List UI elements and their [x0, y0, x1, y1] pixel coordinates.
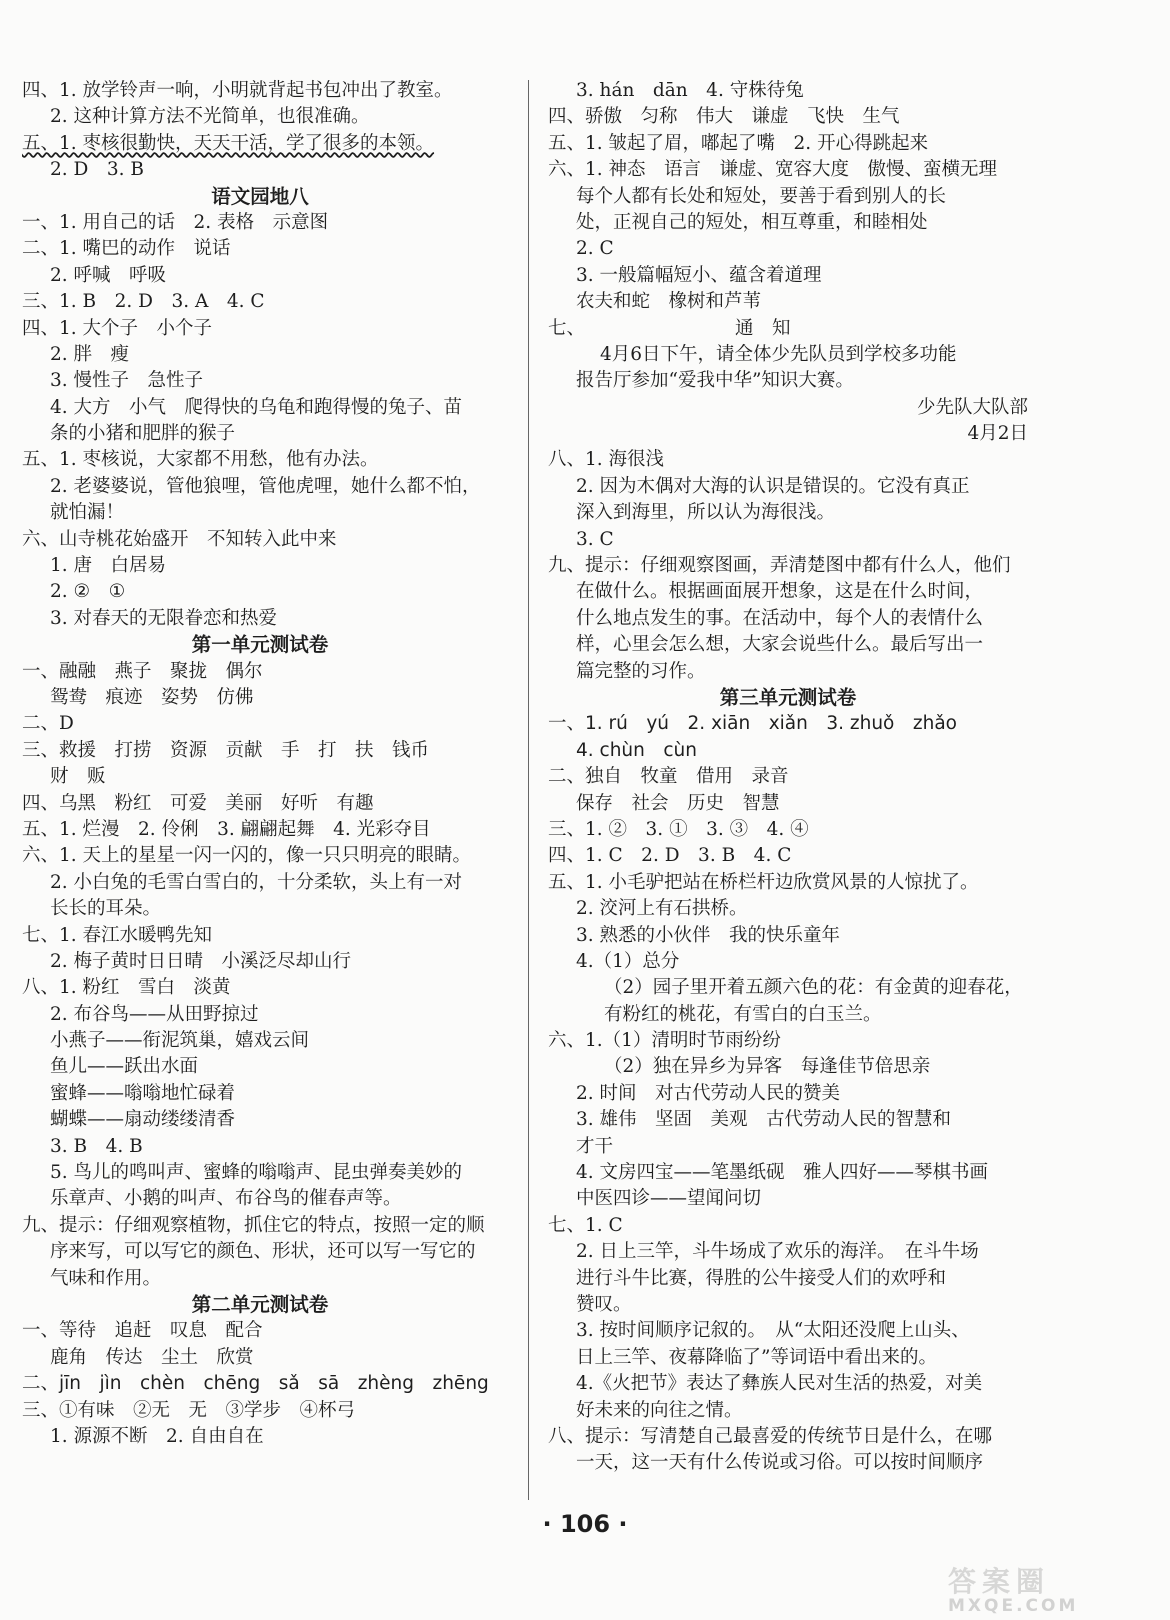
answer-text: 每个人都有长处和短处，要善于看到别人的长 [576, 185, 947, 207]
watermark-top-text: 答案圈 [948, 1565, 1051, 1598]
answer-line [548, 1186, 1028, 1212]
answer-text: 四、1. C 2. D 3. B 4. C [548, 845, 792, 867]
answer-text: 四、1. 放学铃声一响，小明就背起书包冲出了教室。 [22, 80, 453, 101]
answer-line [548, 368, 1028, 394]
answer-line [548, 157, 1028, 183]
watermark-logo [948, 1560, 1158, 1616]
answer-text: 一天，这一天有什么传说或习俗。可以按时间顺序 [576, 1452, 984, 1474]
answer-text: 七、1. C [548, 1214, 623, 1236]
answer-line [548, 817, 1028, 843]
answer-line [548, 791, 1028, 817]
answer-line [22, 1371, 498, 1397]
answer-line [22, 659, 498, 685]
answer-text: 三、①有味 ②无 无 ③学步 ④杯弓 [22, 1399, 356, 1421]
answer-line [22, 764, 498, 790]
answer-line [548, 1345, 1028, 1371]
watermark-bottom-text: MXQE.COM [948, 1596, 1079, 1616]
answer-text: 蜜蜂——嗡嗡地忙碌着 [50, 1082, 236, 1104]
answer-text: 什么地点发生的事。在活动中，每个人的表情什么 [576, 607, 984, 629]
answer-text: 2. 这种计算方法不光简单，也很准确。 [50, 106, 370, 128]
answer-line [22, 711, 498, 737]
answer-line [22, 975, 498, 1001]
answer-line [548, 1107, 1028, 1133]
answer-text: 长长的耳朵。 [50, 898, 162, 920]
page-number: · 106 · [542, 1510, 628, 1538]
answer-text: 2. C [576, 238, 614, 260]
answer-line [22, 316, 498, 342]
answer-text: 三、救援 打捞 资源 贡献 手 打 扶 钱币 [22, 739, 430, 761]
answer-text: 2. 日上三竿，斗牛场成了欢乐的海洋。 在斗牛场 [576, 1241, 979, 1263]
answer-text: 4. chùn cùn [576, 739, 697, 761]
answer-text: 样，心里会怎么想，大家会说些什么。最后写出一 [576, 634, 984, 656]
answer-line [548, 1213, 1028, 1239]
answer-line [548, 1266, 1028, 1292]
answer-line [548, 527, 1028, 553]
answer-text: 六、1. 神态 语言 谦虚、宽容大度 傲慢、蛮横无理 [548, 159, 998, 181]
answer-text: 五、1. 烂漫 2. 伶俐 3. 翩翩起舞 4. 光彩夺目 [22, 818, 431, 840]
answer-line [22, 263, 498, 289]
answer-text: 2. 布谷鸟——从田野掠过 [50, 1003, 259, 1025]
answer-line [22, 131, 498, 157]
answer-text: 一、等待 追赶 叹息 配合 [22, 1320, 263, 1342]
answer-text: （2）园子里开着五颜六色的花：有金黄的迎春花， [604, 977, 1023, 999]
answer-text: 深入到海里，所以认为海很浅。 [576, 502, 836, 524]
answer-line [22, 289, 498, 315]
answer-text: 就怕漏！ [50, 502, 125, 524]
answer-line [548, 474, 1028, 500]
answer-text: 序来写，可以写它的颜色、形状，还可以写一写它的 [50, 1241, 476, 1263]
answer-text: 二、D [22, 713, 74, 735]
answer-line [22, 236, 498, 262]
answer-line [548, 1239, 1028, 1265]
answer-line [548, 1318, 1028, 1344]
answer-text: 进行斗牛比赛，得胜的公牛接受人们的欢呼和 [576, 1267, 947, 1289]
answer-line [22, 1318, 498, 1344]
answer-text: 4月2日 [967, 423, 1065, 445]
answer-line [22, 1186, 498, 1212]
answer-text: 八、提示：写清楚自己最喜爱的传统节日是什么，在哪 [548, 1425, 993, 1447]
answer-line [548, 923, 1028, 949]
answer-line [22, 500, 498, 526]
answer-text: 二、1. 嘴巴的动作 说话 [22, 238, 231, 260]
answer-text: 二、独自 牧童 借用 录音 [548, 766, 789, 788]
answer-text: 2. ② ① [50, 581, 126, 603]
answer-line [548, 711, 1028, 737]
answer-text: 中医四诊——望闻问切 [576, 1188, 762, 1210]
answer-line [548, 289, 1028, 315]
answer-text: 三、1. B 2. D 3. A 4. C [22, 291, 265, 313]
answer-line [22, 896, 498, 922]
answer-text: 篇完整的习作。 [576, 660, 706, 682]
answer-line [22, 368, 498, 394]
answer-line [22, 870, 498, 896]
answer-text: 4.（1）总分 [576, 950, 680, 972]
left-answer-column [22, 78, 498, 1450]
section-heading [548, 685, 1028, 711]
answer-line [22, 1054, 498, 1080]
answer-text: 1. 唐 白居易 [50, 555, 167, 577]
answer-line [548, 1134, 1028, 1160]
answer-text: 3. B 4. B [50, 1135, 143, 1157]
answer-line [548, 1028, 1028, 1054]
notice-body [548, 342, 1028, 368]
answer-text: 3. C [576, 528, 614, 550]
answer-line [548, 184, 1028, 210]
answer-line [548, 78, 1028, 104]
answer-line [548, 1292, 1028, 1318]
answer-text: 蝴蝶——扇动缕缕清香 [50, 1109, 236, 1131]
answer-text: 3. hán dān 4. 守株待兔 [576, 80, 804, 101]
answer-text: 五、1. 枣核很勤快，天天干活，学了很多的本领。 [22, 132, 435, 154]
answer-line [22, 342, 498, 368]
answer-line [22, 685, 498, 711]
answer-text: 2. 梅子黄时日日晴 小溪泛尽却山行 [50, 950, 352, 972]
answer-line [22, 1398, 498, 1424]
answer-text: 日上三竿、夜幕降临了”等词语中看出来的。 [576, 1346, 937, 1368]
notice-title: 通 知 [735, 317, 791, 339]
answer-line [22, 474, 498, 500]
notice-signature [548, 395, 1028, 421]
answer-line [548, 1398, 1028, 1424]
answer-text: 八、1. 海很浅 [548, 449, 665, 471]
answer-text: 二、jīn jìn chèn chēng sǎ sā zhèng zhēng [22, 1373, 489, 1395]
answer-text: 一、融融 燕子 聚拢 偶尔 [22, 660, 263, 682]
answer-text: 四、1. 大个子 小个子 [22, 317, 213, 339]
answer-line [548, 896, 1028, 922]
right-answer-column [548, 78, 1065, 1477]
answer-line [22, 553, 498, 579]
answer-line [548, 1081, 1028, 1107]
answer-line [22, 949, 498, 975]
answer-line [548, 1424, 1028, 1450]
answer-text: 八、1. 粉红 雪白 淡黄 [22, 977, 231, 999]
answer-text: 好未来的向往之情。 [576, 1399, 743, 1421]
answer-text: 七、1. 春江水暖鸭先知 [22, 924, 213, 946]
answer-line [548, 632, 1028, 658]
answer-line [548, 210, 1028, 236]
answer-text: 赞叹。 [576, 1293, 632, 1315]
answer-line [22, 104, 498, 130]
answer-line [22, 395, 498, 421]
answer-text: 2. 小白兔的毛雪白雪白的，十分柔软，头上有一对 [50, 871, 463, 893]
answer-text: 五、1. 皱起了眉，嘟起了嘴 2. 开心得跳起来 [548, 132, 929, 154]
answer-line [548, 236, 1028, 262]
answer-line [548, 870, 1028, 896]
answer-text: 六、1. 天上的星星一闪一闪的，像一只只明亮的眼睛。 [22, 845, 472, 867]
answer-text: 2. 呼喊 呼吸 [50, 264, 167, 286]
answer-text: 农夫和蛇 橡树和芦苇 [576, 291, 762, 313]
answer-text: 鹿角 传达 尘土 欣赏 [50, 1346, 254, 1368]
answer-text: 语文园地八 [211, 184, 309, 208]
answer-line [22, 843, 498, 869]
answer-text: 报告厅参加“爱我中华”知识大赛。 [576, 370, 854, 392]
answer-text: 五、1. 枣核说，大家都不用愁，他有办法。 [22, 449, 379, 471]
answer-text: 六、山寺桃花始盛开 不知转入此中来 [22, 528, 337, 550]
answer-text: 在做什么。根据画面展开想象，这是在什么时间， [576, 581, 984, 603]
answer-line [22, 606, 498, 632]
answer-line [22, 1107, 498, 1133]
answer-line [548, 975, 1028, 1001]
answer-line [22, 447, 498, 473]
answer-line [548, 131, 1028, 157]
answer-text: 第二单元测试卷 [191, 1292, 329, 1316]
answer-line [548, 659, 1028, 685]
answer-line [22, 1345, 498, 1371]
answer-line [548, 764, 1028, 790]
answer-text: 九、提示：仔细观察图画，弄清楚图中都有什么人，他们 [548, 555, 1011, 577]
answer-line [548, 1371, 1028, 1397]
answer-text: 七、 [548, 317, 586, 339]
answer-line [22, 78, 498, 104]
answer-line [22, 791, 498, 817]
answer-line [22, 1081, 498, 1107]
answer-text: 四、乌黑 粉红 可爱 美丽 好听 有趣 [22, 792, 374, 814]
answer-text: 才干 [576, 1135, 614, 1157]
answer-text: 财 贩 [50, 766, 106, 788]
answer-line [22, 1002, 498, 1028]
answer-text: 2. 老婆婆说，管他狼哩，管他虎哩，她什么都不怕， [50, 475, 481, 497]
answer-text: 5. 鸟儿的鸣叫声、蜜蜂的嗡嗡声、昆虫弹奏美妙的 [50, 1162, 463, 1184]
column-divider [528, 80, 529, 1500]
answer-text: 一、1. rú yú 2. xiān xiǎn 3. zhuǒ zhǎo [548, 713, 957, 735]
answer-line [548, 949, 1028, 975]
answer-line [548, 447, 1028, 473]
answer-text: 有粉红的桃花，有雪白的白玉兰。 [604, 1003, 882, 1025]
answer-text: 2. 胖 瘦 [50, 343, 130, 365]
answer-text: 2. 洨河上有石拱桥。 [576, 898, 748, 920]
answer-line [22, 1160, 498, 1186]
answer-line [548, 1160, 1028, 1186]
answer-line [22, 1266, 498, 1292]
answer-text: 九、提示：仔细观察植物，抓住它的特点，按照一定的顺 [22, 1214, 485, 1236]
answer-text: 气味和作用。 [50, 1267, 162, 1289]
answer-text: 4. 文房四宝——笔墨纸砚 雅人四好——琴棋书画 [576, 1162, 989, 1184]
section-heading [22, 632, 498, 658]
answer-line [548, 738, 1028, 764]
answer-line [548, 1054, 1028, 1080]
answer-text: 1. 源源不断 2. 自由自在 [50, 1425, 264, 1447]
section-heading [22, 1292, 498, 1318]
answer-text: 3. 慢性子 急性子 [50, 370, 204, 392]
notice-signature [548, 421, 1065, 447]
answer-line [548, 553, 1028, 579]
answer-line [548, 104, 1028, 130]
answer-line [548, 579, 1028, 605]
answer-line [22, 210, 498, 236]
answer-text: 3. 熟悉的小伙伴 我的快乐童年 [576, 924, 841, 946]
answer-text: 一、1. 用自己的话 2. 表格 示意图 [22, 211, 329, 233]
answer-text: 3. 雄伟 坚固 美观 古代劳动人民的智慧和 [576, 1109, 952, 1131]
answer-text: 处，正视自己的短处，相互尊重，和睦相处 [576, 211, 928, 233]
answer-text: 四、骄傲 匀称 伟大 谦虚 飞快 生气 [548, 106, 900, 128]
answer-text: 3. 对春天的无限眷恋和热爱 [50, 607, 278, 629]
answer-text: 3. 一般篇幅短小、蕴含着道理 [576, 264, 822, 286]
answer-line [548, 606, 1028, 632]
answer-text: 鱼儿——跃出水面 [50, 1056, 199, 1078]
answer-line [548, 1002, 1028, 1028]
answer-line [22, 817, 498, 843]
answer-line [22, 579, 498, 605]
answer-text: 保存 社会 历史 智慧 [576, 792, 780, 814]
answer-text: 第一单元测试卷 [191, 633, 329, 657]
answer-line [22, 923, 498, 949]
answer-text: 乐章声、小鹅的叫声、布谷鸟的催春声等。 [50, 1188, 402, 1210]
answer-text: 3. 按时间顺序记叙的。 从“太阳还没爬上山头、 [576, 1320, 970, 1342]
answer-text: 条的小猪和肥胖的猴子 [50, 423, 236, 445]
answer-line [22, 1213, 498, 1239]
answer-line [548, 316, 1028, 342]
answer-text: 三、1. ② 3. ① 3. ③ 4. ④ [548, 818, 809, 840]
answer-line [548, 263, 1028, 289]
answer-line [548, 843, 1028, 869]
answer-line [22, 421, 498, 447]
answer-text: （2）独在异乡为异客 每逢佳节倍思亲 [604, 1056, 931, 1078]
answer-line [22, 738, 498, 764]
answer-line [548, 500, 1028, 526]
answer-text: 4.《火把节》表达了彝族人民对生活的热爱，对美 [576, 1373, 983, 1395]
answer-text: 六、1.（1）清明时节雨纷纷 [548, 1030, 781, 1052]
answer-text: 4月6日下午，请全体少先队员到学校多功能 [600, 343, 957, 365]
answer-line [22, 1028, 498, 1054]
answer-text: 五、1. 小毛驴把站在桥栏杆边欣赏风景的人惊扰了。 [548, 871, 979, 893]
answer-text: 4. 大方 小气 爬得快的乌龟和跑得慢的兔子、苗 [50, 396, 463, 418]
answer-line [548, 1450, 1028, 1476]
answer-text: 小燕子——衔泥筑巢，嬉戏云间 [50, 1030, 310, 1052]
answer-line [22, 157, 498, 183]
section-heading [22, 184, 498, 210]
answer-line [22, 1424, 498, 1450]
answer-text: 少先队大队部 [916, 396, 1028, 418]
answer-text: 2. 因为木偶对大海的认识是错误的。它没有真正 [576, 475, 970, 497]
answer-text: 2. D 3. B [50, 159, 144, 181]
answer-line [22, 527, 498, 553]
answer-text: 第三单元测试卷 [719, 685, 857, 709]
answer-text: 2. 时间 对古代劳动人民的赞美 [576, 1082, 841, 1104]
answer-line [22, 1239, 498, 1265]
answer-line [22, 1134, 498, 1160]
answer-text: 鸳鸯 痕迹 姿势 仿佛 [50, 686, 254, 708]
